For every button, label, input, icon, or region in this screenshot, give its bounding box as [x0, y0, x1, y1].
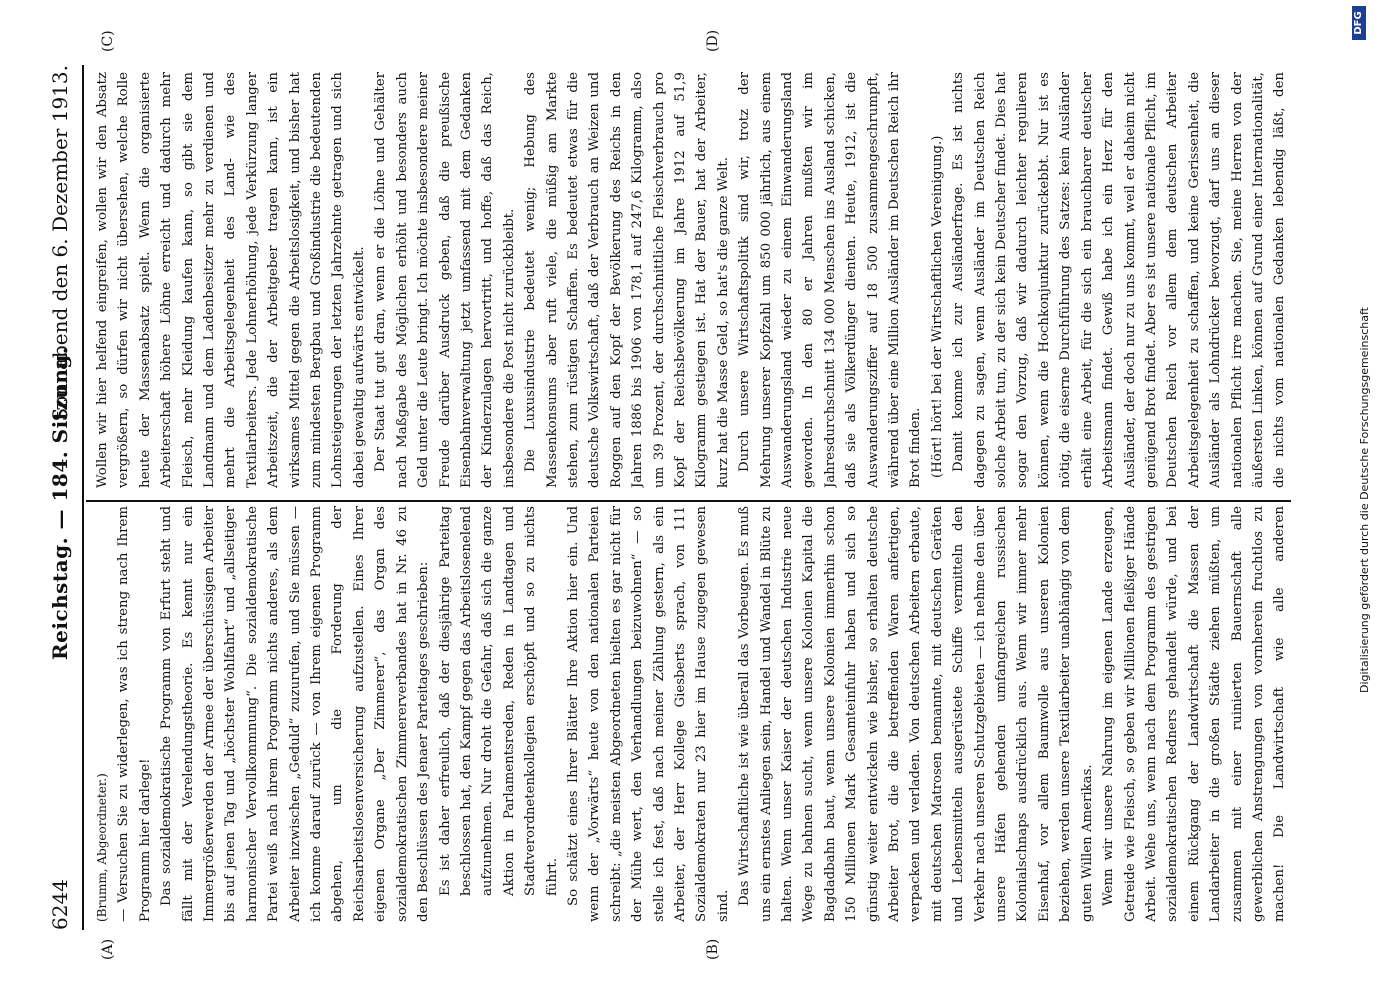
interjection: (Hört! hört! bei der Wirtschaftlichen Vereinigung.)	[929, 135, 945, 478]
header-rule	[82, 65, 84, 930]
paragraph: Wenn wir unsere Nahrung im eigenen Lande erzeugen, Getreide wie Fleisch, so geben wir Millionen fleißiger Hände Arbeit. Wehe uns, wenn nach dem Programm des gestrigen sozialdemokratischen Redners gehandelt würde, und bei einem Rückgang der Landwirtschaft die Massen der Landarbeiter in die großen Städte ziehen müßten, um zusammen mit einer ruinierten Bauernschaft alle gewerblichen Anstrengungen von vornherein fruchtlos zu machen! Die Landwirtschaft wie alle anderen	[1101, 506, 1287, 922]
paragraph: Das Wirtschaftliche ist wie überall das Vorbeugen. Es muß uns ein ernstes Anliegen sein, Handel und Wandel in Blüte zu halten. Wenn unser Kaiser der deutschen Industrie neue Wege zu bahnen sucht, wenn unsere Kolonien Kapital die Bagdadbahn baut, wenn unsere Kolonien immerhin schon 150 Millionen Mark Gesamteinfuhr haben und sich so günstig weiter entwickeln wie bisher, so erhalten deutsche Arbeiter Brot, die die betreffenden Waren anfertigen, verpacken und verladen. Von deutschen Arbeitern erbaute, mit deutschen Matrosen bemannte, mit deutschen Geräten und Lebensmitteln ausgerüstete Schiffe vermitteln den Verkehr nach unseren Schutzgebieten — ich nehme den über unsere Häfen gehenden umfangreichen russischen Kolonialschnaps ausdrücklich aus. Wenn wir immer mehr Eisenhaf, vor allem Baumwolle aus unseren Kolonien beziehen, werden unsere Textilarbeiter unabhängig von dem guten Willen Amerikas.	[737, 506, 1095, 922]
speaker-label: (Brumm, Abgeordneter.)	[95, 773, 109, 922]
paragraph: Durch unsere Wirtschaftspolitik sind wir, trotz der Mehrung unserer Kopfzahl um 850 000 jährlich, aus einem Auswanderungsland wieder zu einem Einwanderungsland geworden. In den 80 er Jahren mußten wir im Jahresdurchschnitt 134 000 Menschen ins Ausland schicken, daß sie als Völkerdünger dienten. Heute, 1912, ist die Auswanderungsziffer auf 18 500 zusammengeschrumpft, während über eine Million Ausländer im Deutschen Reich ihr Brot finden.	[737, 72, 924, 488]
paragraph: Die Luxusindustrie bedeutet wenig; Hebung des Massenkonsums aber ruft viele, die müßig am Markte stehen, zum rüstigen Schaffen. Es bedeutet etwas für die deutsche Volkswirtschaft, daß der Verbrauch an Weizen und Roggen auf den Kopf der Bevölkerung des Reichs in den Jahren 1886 bis 1906 von 178,1 auf 247,6 Kilogramm, also um 39 Prozent, der durchschnittliche Fleischverbrauch pro Kopf der Reichsbevölkerung im Jahre 1912 auf 51,9 Kilogramm gestiegen ist. Hat der Bauer, hat der Arbeiter, kurz hat die Masse Geld, so hat's die ganze Welt.	[523, 72, 731, 488]
margin-mark-d: (D)	[705, 29, 721, 52]
margin-mark-a: (A)	[100, 938, 116, 960]
page-header	[42, 65, 78, 930]
paragraph: So schätzt eines Ihrer Blätter Ihre Aktion hier ein. Und wenn der „Vorwärts“ heute von den nationalen Parteien schreibt: „die meisten Abgeordneten hielten es gar nicht für der Mühe wert, den Verhandlungen beizuwohnen“ — so stelle ich fest, daß nach meiner Zählung gestern, als ein Arbeiter, der Herr Kollege Giesberts sprach, von 111 Sozialdemokraten nur 23 hier im Hause zugegen gewesen sind.	[565, 506, 731, 922]
quoted-passage: Es ist daher erfreulich, daß der diesjährige Parteitag beschlossen hat, den Kampf gegen das Arbeitslosenelend aufzunehmen. Nur droht die Gefahr, daß sich die ganze Aktion in Parlamentsreden, Reden in Landtagen und Stadtverordnetenkollegien erschöpft und so zu nichts führt.	[437, 506, 560, 896]
dfg-logo: DFG	[1352, 6, 1366, 40]
margin-mark-c: (C)	[100, 30, 116, 52]
paragraph: — Versuchen Sie zu widerlegen, was ich streng nach Ihrem Programm hier darlege!	[116, 506, 153, 922]
margin-mark-b: (B)	[705, 938, 721, 960]
paragraph: Das sozialdemokratische Programm von Erfurt steht und fällt mit der Verelendungstheorie. Es kennt nur ein Immergrößerwerden der Armee der überschüssigen Arbeiter bis auf jenen Tag und „höchster Wohlfahrt“ und „allseitiger harmonischer Vervollkommnung“. Die sozialdemokratische Partei weiß nach ihrem Programm nichts anderes, als dem Arbeiter inzwischen „Geduld“ zuzurufen, und Sie müssen — ich komme darauf zurück — von Ihrem eigenen Programm abgehen, um die Forderung der Reichsarbeitslosenversicherung aufzustellen. Eines Ihrer eigenen Organe „Der Zimmerer“, das Organ des sozialdemokratischen Zimmererverbandes hat in Nr. 46 zu den Beschlüssen des Jenaer Parteitages geschrieben:	[159, 506, 432, 922]
session-date: Sonnabend den 6. Dezember 1913.	[48, 65, 72, 422]
right-text-column	[92, 72, 1287, 488]
column-divider	[86, 500, 1291, 502]
left-text-column	[92, 506, 1287, 922]
paragraph: Der Staat tut gut dran, wenn er die Löhne und Gehälter nach Maßgabe des Möglichen erhöht und besonders auch Geld unter die Leute bringt. Ich möchte insbesondere meiner Freude darüber Ausdruck geben, daß die preußische Eisenbahnverwaltung jetzt umfassend mit dem Gedanken der Kinderzulagen hervortritt, und hoffe, daß das Reich, insbesondere die Post nicht zurückbleibt.	[373, 72, 517, 488]
running-title: Reichstag. — 184. Sitzung.	[48, 346, 72, 660]
digitization-credit: Digitalisierung gefördert durch die Deutsche Forschungsgemeinschaft	[1358, 307, 1371, 693]
page-number: 6244	[48, 879, 72, 930]
paragraph: Wollen wir hier helfend eingreifen, wollen wir den Absatz vergrößern, so dürfen wir nicht übersehen, welche Rolle heute der Massenabsatz spielt. Wenn die organisierte Arbeiterschaft höhere Löhne erreicht und dadurch mehr Fleisch, mehr Kleidung kaufen kann, so gibt sie dem Landmann und dem Ladenbesitzer mehr zu verdienen und mehrt die Arbeitsgelegenheit des Land- wie des Textilarbeiters. Jede Lohnerhöhung, jede Verkürzung langer Arbeitszeit, die der Arbeitgeber tragen kann, ist ein wirksames Mittel gegen die Arbeitslosigkeit, und bisher hat zum mindesten Bergbau und Großindustrie die bedeutenden Lohnsteigerungen der letzten Jahrzehnte getragen und sich dabei gewaltig aufwärts entwickelt.	[95, 72, 367, 488]
paragraph: Damit komme ich zur Ausländerfrage. Es ist nichts dagegen zu sagen, wenn Ausländer im Deutschen Reich solche Arbeit tun, zu der sich kein Deutscher findet. Dies hat sogar den Vorzug, daß wir dadurch leichter regulieren können, wenn die Hochkonjunktur zurückebbt. Nur ist es nötig, die eiserne Durchführung des Satzes: kein Ausländer erhält eine Arbeit, für die sich ein brauchbarer deutscher Arbeitsmann findet. Gewiß habe ich ein Herz für den Ausländer, der doch nur zu uns kommt, weil er daheim nicht genügend Brot findet. Aber es ist unsere nationale Pflicht, im Deutschen Reich vor allem dem deutschen Arbeiter Arbeitsgelegenheit zu schaffen, und keine Gerissenheit, die Ausländer als Lohndrücker bevorzugt, darf uns an dieser nationalen Pflicht irre machen. Sie, meine Herren von der äußersten Linken, können auf Grund einer Internationalität, die nichts vom nationalen Gedanken lebendig läßt, den	[951, 72, 1287, 488]
